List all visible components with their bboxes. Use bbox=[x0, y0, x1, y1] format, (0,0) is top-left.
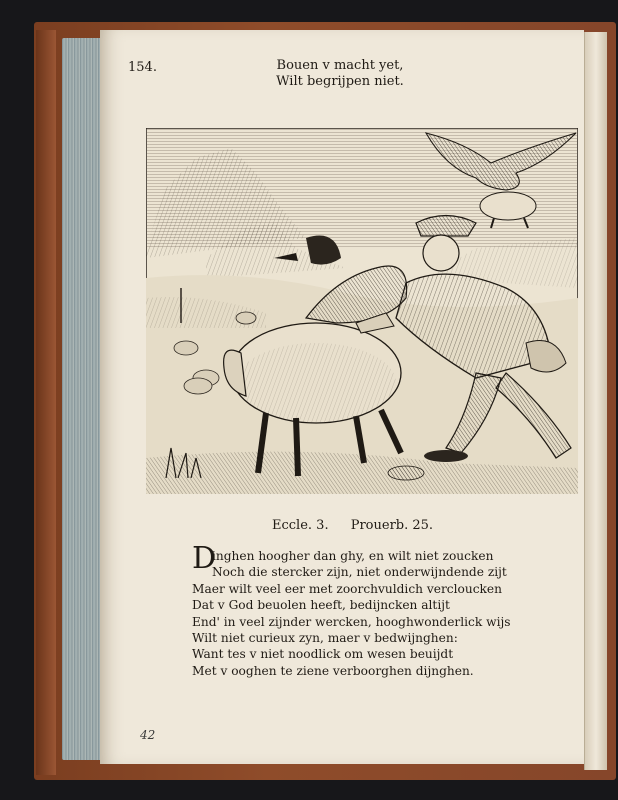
poem-line-2: Noch die stercker zijn, niet onderwijndende zijt bbox=[212, 565, 507, 580]
reference-ecclesiastes: Eccle. 3. bbox=[272, 518, 329, 533]
poem-line-5: End' in veel zijnder wercken, hooghwonderlick wijs bbox=[192, 614, 511, 629]
engraving-illustration bbox=[146, 128, 578, 494]
scripture-references bbox=[272, 518, 512, 533]
next-page-edge bbox=[584, 32, 607, 770]
poem-line-6: Wilt niet curieux zyn, maer v bedwijnghen: bbox=[192, 631, 458, 646]
header-line-1: Bouen v macht yet, bbox=[276, 58, 404, 73]
poem-line-8: Met v ooghen te ziene verboorghen dijnghen. bbox=[192, 663, 474, 678]
poem-line-4: Dat v God beuolen heeft, bedijncken altijt bbox=[192, 598, 450, 613]
poem-line-7: Want tes v niet noodlick om wesen beuijdt bbox=[192, 647, 454, 662]
poem-text bbox=[192, 548, 522, 679]
page-number: 154. bbox=[128, 60, 157, 75]
book-spine-edge bbox=[36, 30, 56, 775]
poem-line-1: inghen hoogher dan ghy, en wilt niet zoucken bbox=[212, 549, 494, 563]
handwritten-note: 42 bbox=[140, 728, 156, 742]
reference-proverbs: Prouerb. 25. bbox=[350, 518, 434, 533]
drop-cap-letter: D bbox=[192, 541, 217, 576]
header-line-2: Wilt begrijpen niet. bbox=[276, 74, 404, 89]
page-header bbox=[240, 58, 440, 90]
poem-line-3: Maer wilt veel eer met zoorchvuldich vercloucken bbox=[192, 581, 502, 596]
